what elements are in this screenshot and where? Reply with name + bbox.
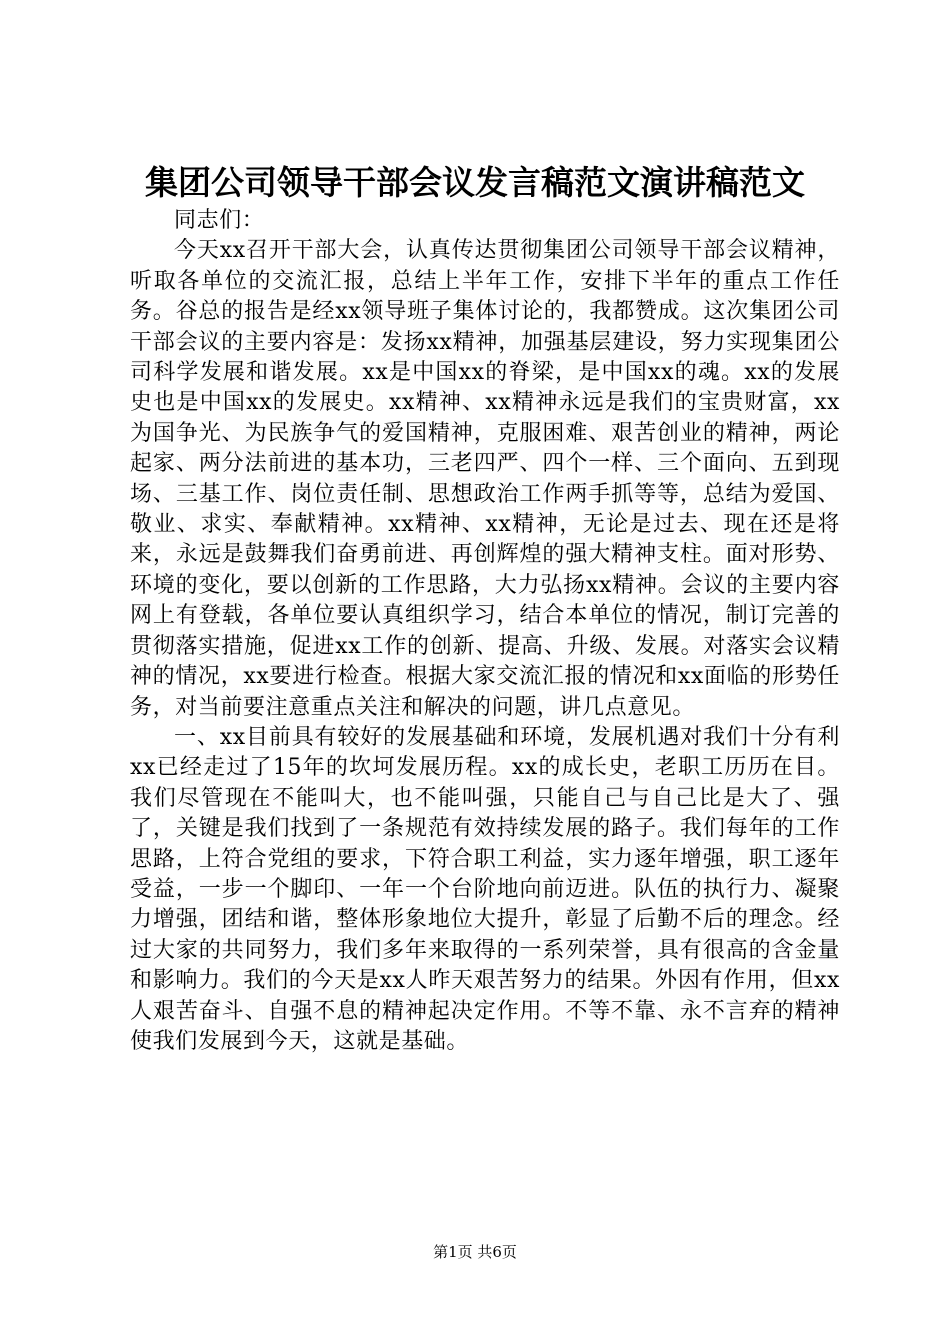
intro-paragraph: 今天xx召开干部大会，认真传达贯彻集团公司领导干部会议精神，听取各单位的交流汇报，总结上半年工作，安排下半年的重点工作任务。谷总的报告是经xx领导班子集体讨论的，我都赞成。这次集团公司干部会议的主要内容是：发扬xx精神，加强基层建设，努力实现集团公司科学发展和谐发展。xx是中国xx的脊梁，是中国xx的魂。xx的发展史也是中国xx的发展史。xx精神、xx精神永远是我们的宝贵财富，xx为国争光、为民族争气的爱国精神，克服困难、艰苦创业的精神，两论起家、两分法前进的基本功，三老四严、四个一样、三个面向、五到现场、三基工作、岗位责任制、思想政治工作两手抓等等，总结为爱国、敬业、求实、奉献精神。xx精神、xx精神，无论是过去、现在还是将来，永远是鼓舞我们奋勇前进、再创辉煌的强大精神支柱。面对形势、环境的变化，要以创新的工作思路，大力弘扬xx精神。会议的主要内容网上有登载，各单位要认真组织学习，结合本单位的情况，制订完善的贯彻落实措施，促进xx工作的创新、提高、升级、发展。对落实会议精神的情况，xx要进行检查。根据大家交流汇报的情况和xx面临的形势任务，对当前要注意重点关注和解决的问题，讲几点意见。 — [130, 238, 840, 720]
salutation-paragraph: 同志们： — [174, 208, 265, 233]
section-one-paragraph: 一、xx目前具有较好的发展基础和环境，发展机遇对我们十分有利xx已经走过了15年的坎坷发展历程。xx的成长史，老职工历历在目。我们尽管现在不能叫大，也不能叫强，只能自己与自己比是大了、强了，关键是我们找到了一条规范有效持续发展的路子。我们每年的工作思路，上符合党组的要求，下符合职工利益，实力逐年增强，职工逐年受益，一步一个脚印、一年一个台阶地向前迈进。队伍的执行力、凝聚力增强，团结和谐，整体形象地位大提升，彰显了后勤不后的理念。经过大家的共同努力，我们多年来取得的一系列荣誉，具有很高的含金量和影响力。我们的今天是xx人昨天艰苦努力的结果。外因有作用，但xx人艰苦奋斗、自强不息的精神起决定作用。不等不靠、永不言弃的精神使我们发展到今天，这就是基础。 — [130, 724, 840, 1054]
page-number-footer: 第1页 共6页 — [433, 1243, 517, 1261]
document-title: 集团公司领导干部会议发言稿范文演讲稿范文 — [145, 163, 805, 202]
document-body — [130, 206, 840, 1057]
